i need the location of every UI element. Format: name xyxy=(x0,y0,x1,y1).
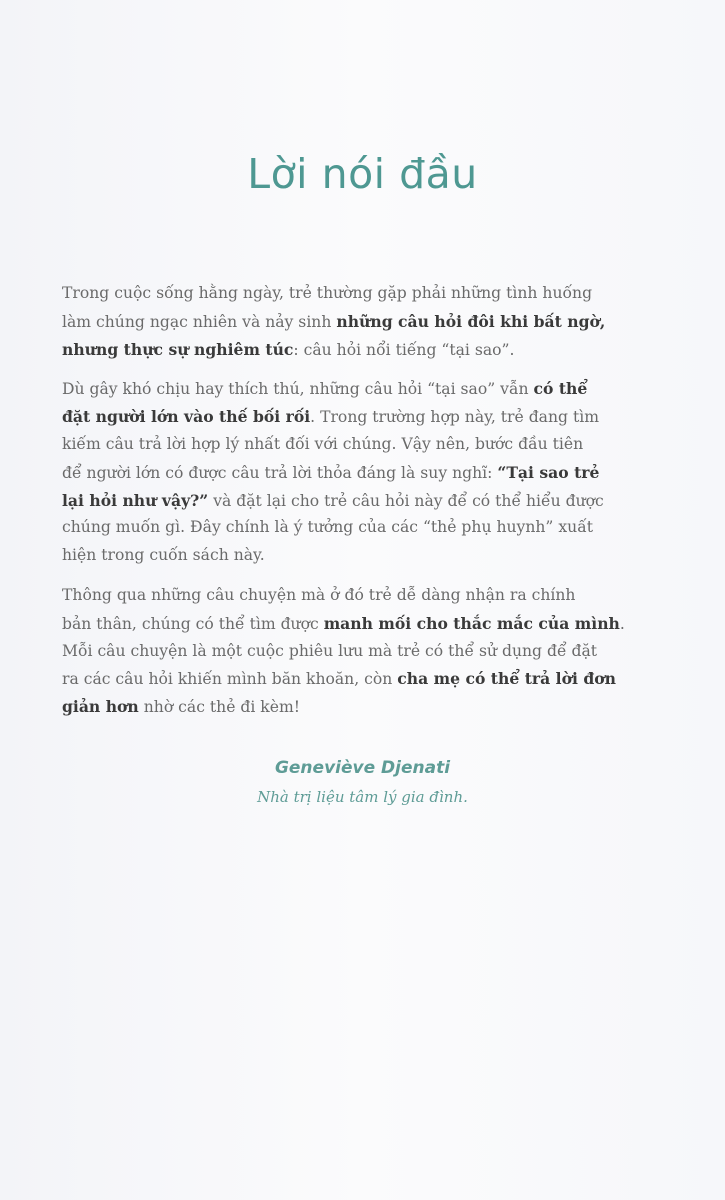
text-line xyxy=(62,487,682,515)
text: hiện trong cuốn sách này. xyxy=(62,546,265,565)
text-line xyxy=(62,375,682,403)
bold-text: cha mẹ có thể trả lời đơn xyxy=(397,669,616,689)
paragraph xyxy=(62,375,682,570)
text-line xyxy=(62,638,682,666)
bold-text: lại hỏi như vậy?” xyxy=(62,490,209,510)
text: kiếm câu trả lời hợp lý nhất đối với chúng. Vậy nên, bước đầu tiên xyxy=(62,434,584,453)
text: . Trong trường hợp này, trẻ đang tìm xyxy=(310,408,599,427)
text-line xyxy=(62,582,682,610)
paragraph xyxy=(62,280,682,363)
text: làm chúng ngạc nhiên và nảy sinh xyxy=(62,312,337,331)
author-role: Nhà trị liệu tâm lý gia đình. xyxy=(257,788,468,806)
bold-text: có thể xyxy=(533,379,588,399)
text-line xyxy=(62,280,682,308)
text-line xyxy=(62,693,682,721)
text-line xyxy=(62,308,682,336)
bold-text: manh mối cho thắc mắc của mình xyxy=(323,613,620,633)
paragraph xyxy=(62,582,682,721)
text-line xyxy=(62,403,682,431)
text: bản thân, chúng có thể tìm được xyxy=(62,614,324,633)
text: : câu hỏi nổi tiếng “tại sao”. xyxy=(293,340,515,359)
text: nhờ các thẻ đi kèm! xyxy=(138,698,301,717)
text: và đặt lại cho trẻ câu hỏi này để có thể hiểu được xyxy=(208,491,604,510)
bold-text: nhưng thực sự nghiêm túc xyxy=(62,339,294,359)
text: ra các câu hỏi khiến mình băn khoăn, còn xyxy=(62,670,398,689)
author-name: Geneviève Djenati xyxy=(274,758,451,778)
bold-text: đặt người lớn vào thế bối rối xyxy=(62,407,311,427)
page-title: Lời nói đầu xyxy=(247,150,478,198)
text-line xyxy=(62,459,682,487)
text-line xyxy=(62,610,682,638)
text: để người lớn có được câu trả lời thỏa đáng là suy nghĩ: xyxy=(62,463,498,482)
text: Thông qua những câu chuyện mà ở đó trẻ dễ dàng nhận ra chính xyxy=(62,585,576,604)
text-line xyxy=(62,542,682,570)
preface-body xyxy=(62,280,682,733)
text-line xyxy=(62,514,682,542)
text: Mỗi câu chuyện là một cuộc phiêu lưu mà trẻ có thể sử dụng để đặt xyxy=(62,641,598,660)
text-line xyxy=(62,336,682,364)
text: Dù gây khó chịu hay thích thú, những câu hỏi “tại sao” vẫn xyxy=(62,380,534,399)
text-line xyxy=(62,665,682,693)
text-line xyxy=(62,431,682,459)
text: Trong cuộc sống hằng ngày, trẻ thường gặp phải những tình huống xyxy=(62,284,593,302)
text: . xyxy=(619,614,625,633)
text: chúng muốn gì. Đây chính là ý tưởng của các “thẻ phụ huynh” xuất xyxy=(62,518,594,537)
bold-text: giản hơn xyxy=(62,697,139,717)
signature-block xyxy=(0,758,725,806)
bold-text: “Tại sao trẻ xyxy=(497,462,600,482)
bold-text: những câu hỏi đôi khi bất ngờ, xyxy=(336,311,606,331)
